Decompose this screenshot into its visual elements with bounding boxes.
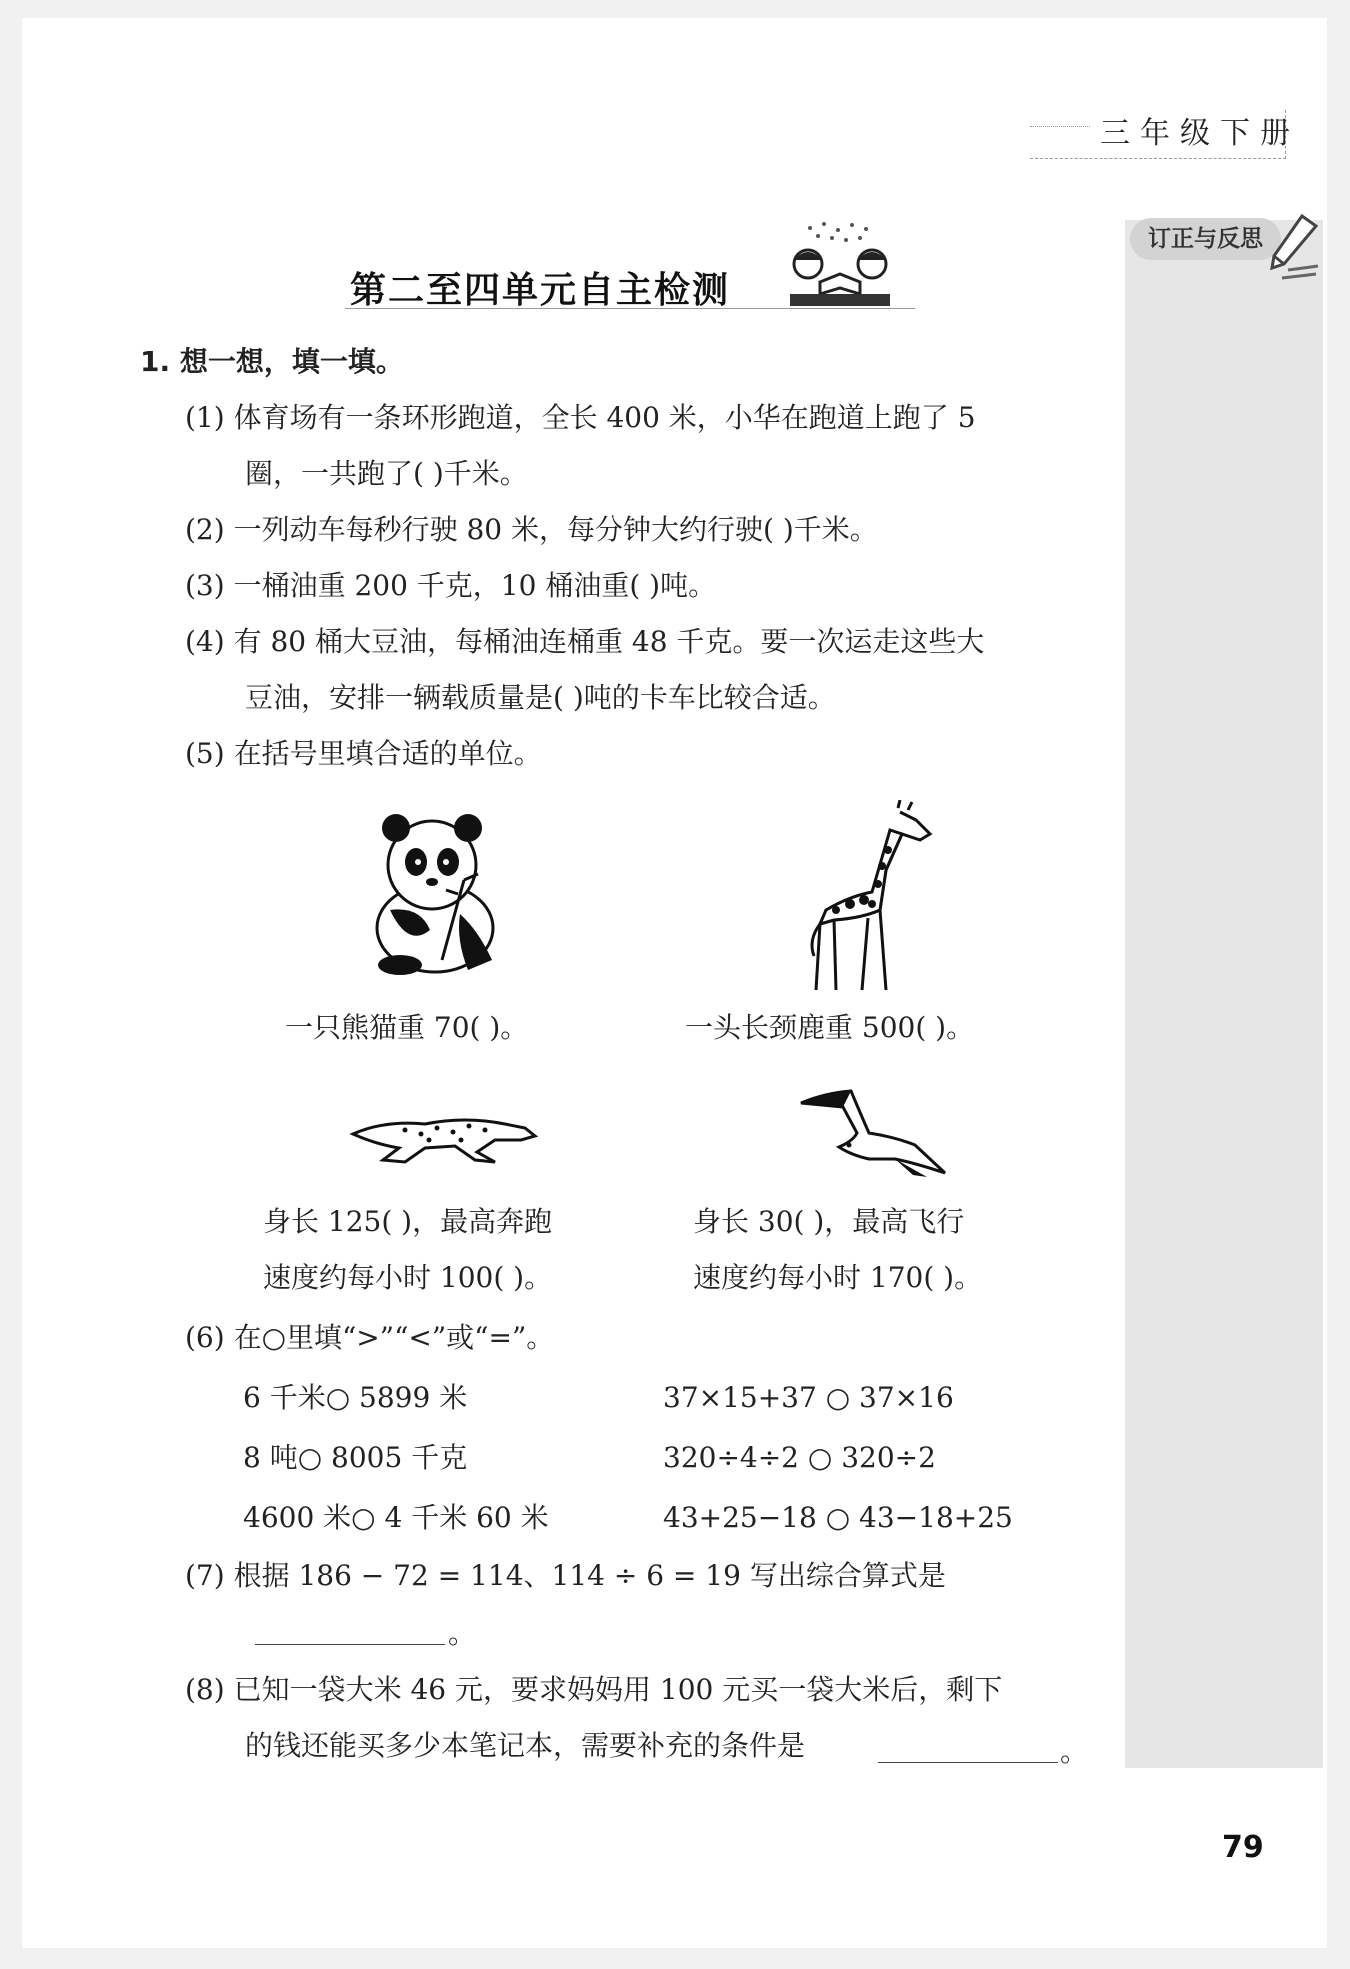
question-1-5: (5) 在括号里填合适的单位。 bbox=[185, 737, 542, 770]
cheetah-question-line-1: 身长 125( )，最高奔跑 bbox=[263, 1205, 553, 1238]
reading-kids-icon bbox=[780, 222, 900, 310]
compare-3-right: 43+25−18 ○ 43−18+25 bbox=[663, 1501, 1013, 1534]
compare-1-left: 6 千米○ 5899 米 bbox=[243, 1381, 468, 1414]
cheetah-question-line-2: 速度约每小时 100( )。 bbox=[263, 1261, 553, 1294]
compare-3-left: 4600 米○ 4 千米 60 米 bbox=[243, 1501, 549, 1534]
compare-2-right: 320÷4÷2 ○ 320÷2 bbox=[663, 1441, 936, 1474]
question-1-8-line-1: (8) 已知一袋大米 46 元，要求妈妈用 100 元买一袋大米后，剩下 bbox=[185, 1673, 1003, 1706]
panda-question: 一只熊猫重 70( )。 bbox=[285, 1011, 529, 1044]
page-number: 79 bbox=[1222, 1830, 1264, 1865]
answer-blank-8 bbox=[878, 1762, 1058, 1763]
answer-blank-7 bbox=[255, 1644, 445, 1645]
panda-image bbox=[360, 810, 510, 980]
bird-question-line-1: 身长 30( )，最高飞行 bbox=[693, 1205, 965, 1238]
compare-1-right: 37×15+37 ○ 37×16 bbox=[663, 1381, 954, 1414]
question-1-7: (7) 根据 186 − 72 = 114、114 ÷ 6 = 19 写出综合算式是 bbox=[185, 1559, 946, 1592]
question-1-6: (6) 在○里填“>”“<”或“=”。 bbox=[185, 1321, 555, 1354]
seagull-image bbox=[795, 1085, 955, 1185]
question-1-8-end: 。 bbox=[1060, 1735, 1089, 1768]
header-dotted-line bbox=[1030, 126, 1090, 127]
question-1-heading: 1. 想一想，填一填。 bbox=[140, 345, 404, 378]
compare-2-left: 8 吨○ 8005 千克 bbox=[243, 1441, 468, 1474]
bird-question-line-2: 速度约每小时 170( )。 bbox=[693, 1261, 983, 1294]
pencil-icon bbox=[1262, 212, 1322, 284]
page-title: 第二至四单元自主检测 bbox=[350, 269, 731, 311]
question-1-2: (2) 一列动车每秒行驶 80 米，每分钟大约行驶( )千米。 bbox=[185, 513, 878, 546]
question-1-1-line-2: 圈，一共跑了( )千米。 bbox=[245, 457, 528, 490]
giraffe-image bbox=[790, 800, 940, 1000]
grade-label: 三年级下册 bbox=[1100, 116, 1300, 151]
cheetah-image bbox=[345, 1100, 545, 1170]
question-1-3: (3) 一桶油重 200 千克，10 桶油重( )吨。 bbox=[185, 569, 717, 602]
question-1-7-end: 。 bbox=[448, 1617, 477, 1650]
correction-sidebar bbox=[1125, 220, 1323, 1768]
question-1-8-line-2: 的钱还能买多少本笔记本，需要补充的条件是 bbox=[245, 1729, 806, 1762]
question-1-4-line-2: 豆油，安排一辆载质量是( )吨的卡车比较合适。 bbox=[245, 681, 836, 714]
question-1-1-line-1: (1) 体育场有一条环形跑道，全长 400 米，小华在跑道上跑了 5 bbox=[185, 401, 976, 434]
giraffe-question: 一头长颈鹿重 500( )。 bbox=[685, 1011, 975, 1044]
sidebar-tag: 订正与反思 bbox=[1130, 218, 1281, 260]
question-1-4-line-1: (4) 有 80 桶大豆油，每桶油连桶重 48 千克。要一次运走这些大 bbox=[185, 625, 985, 658]
